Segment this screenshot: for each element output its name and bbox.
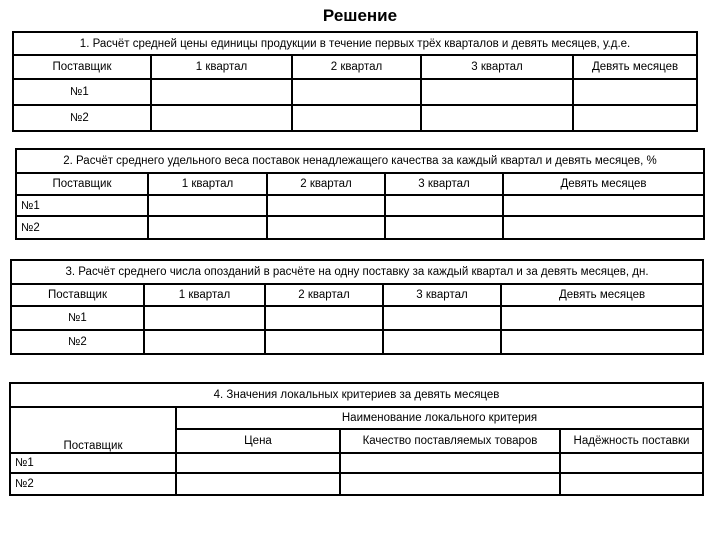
table-local-criteria (9, 382, 704, 496)
value-cell (292, 105, 421, 131)
supplier-label: №1 (10, 453, 176, 473)
table-row (13, 105, 697, 131)
value-cell (267, 216, 385, 239)
criteria-group-header: Наименование локального критерия (176, 407, 703, 429)
column-header-q1: 1 квартал (151, 55, 292, 79)
column-header-nine-months: Девять месяцев (503, 173, 704, 195)
supplier-label: №1 (11, 306, 144, 330)
column-header-supplier: Поставщик (13, 55, 151, 79)
column-header-reliability: Надёжность поставки (560, 429, 703, 453)
table-row (16, 216, 704, 239)
supplier-label: №2 (11, 330, 144, 354)
value-cell (144, 330, 265, 354)
value-cell (383, 306, 501, 330)
value-cell (503, 195, 704, 216)
table-caption: 2. Расчёт среднего удельного веса поставок ненадлежащего качества за каждый квартал и девять месяцев, % (16, 149, 704, 173)
value-cell (385, 195, 503, 216)
value-cell (503, 216, 704, 239)
table-row (10, 453, 703, 473)
column-header-supplier: Поставщик (16, 173, 148, 195)
column-header-q2: 2 квартал (267, 173, 385, 195)
value-cell (265, 306, 383, 330)
column-header-q1: 1 квартал (144, 284, 265, 306)
value-cell (267, 195, 385, 216)
supplier-label: №1 (13, 79, 151, 105)
column-header-q3: 3 квартал (385, 173, 503, 195)
column-header-supplier: Поставщик (11, 284, 144, 306)
value-cell (560, 473, 703, 495)
value-cell (151, 79, 292, 105)
column-header-q3: 3 квартал (383, 284, 501, 306)
table-defect-share (15, 148, 705, 240)
supplier-label: №2 (16, 216, 148, 239)
column-header-q3: 3 квартал (421, 55, 573, 79)
table-average-price (12, 31, 698, 132)
table-row (13, 79, 697, 105)
supplier-label: №2 (10, 473, 176, 495)
value-cell (421, 79, 573, 105)
table-delays (10, 259, 704, 355)
value-cell (176, 473, 340, 495)
value-cell (573, 105, 697, 131)
value-cell (573, 79, 697, 105)
value-cell (385, 216, 503, 239)
supplier-label: №1 (16, 195, 148, 216)
value-cell (501, 330, 703, 354)
table-row (11, 306, 703, 330)
column-header-price: Цена (176, 429, 340, 453)
column-header-q2: 2 квартал (265, 284, 383, 306)
page-title: Решение (322, 6, 398, 25)
table-row (10, 473, 703, 495)
table-caption: 4. Значения локальных критериев за девять месяцев (10, 383, 703, 407)
value-cell (501, 306, 703, 330)
column-header-nine-months: Девять месяцев (501, 284, 703, 306)
value-cell (148, 195, 267, 216)
value-cell (340, 473, 560, 495)
table-caption: 3. Расчёт среднего числа опозданий в расчёте на одну поставку за каждый квартал и за девять месяцев, дн. (11, 260, 703, 284)
column-header-q2: 2 квартал (292, 55, 421, 79)
value-cell (292, 79, 421, 105)
value-cell (176, 453, 340, 473)
column-header-quality: Качество поставляемых товаров (340, 429, 560, 453)
column-header-nine-months: Девять месяцев (573, 55, 697, 79)
supplier-label: №2 (13, 105, 151, 131)
column-header-supplier: Поставщик (10, 429, 176, 453)
table-row (11, 330, 703, 354)
value-cell (265, 330, 383, 354)
value-cell (151, 105, 292, 131)
value-cell (560, 453, 703, 473)
value-cell (421, 105, 573, 131)
table-row (16, 195, 704, 216)
value-cell (144, 306, 265, 330)
value-cell (383, 330, 501, 354)
supplier-header-spacer (10, 407, 176, 429)
table-caption: 1. Расчёт средней цены единицы продукции в течение первых трёх кварталов и девять месяцев, у.д.е. (13, 32, 697, 55)
value-cell (340, 453, 560, 473)
column-header-q1: 1 квартал (148, 173, 267, 195)
value-cell (148, 216, 267, 239)
